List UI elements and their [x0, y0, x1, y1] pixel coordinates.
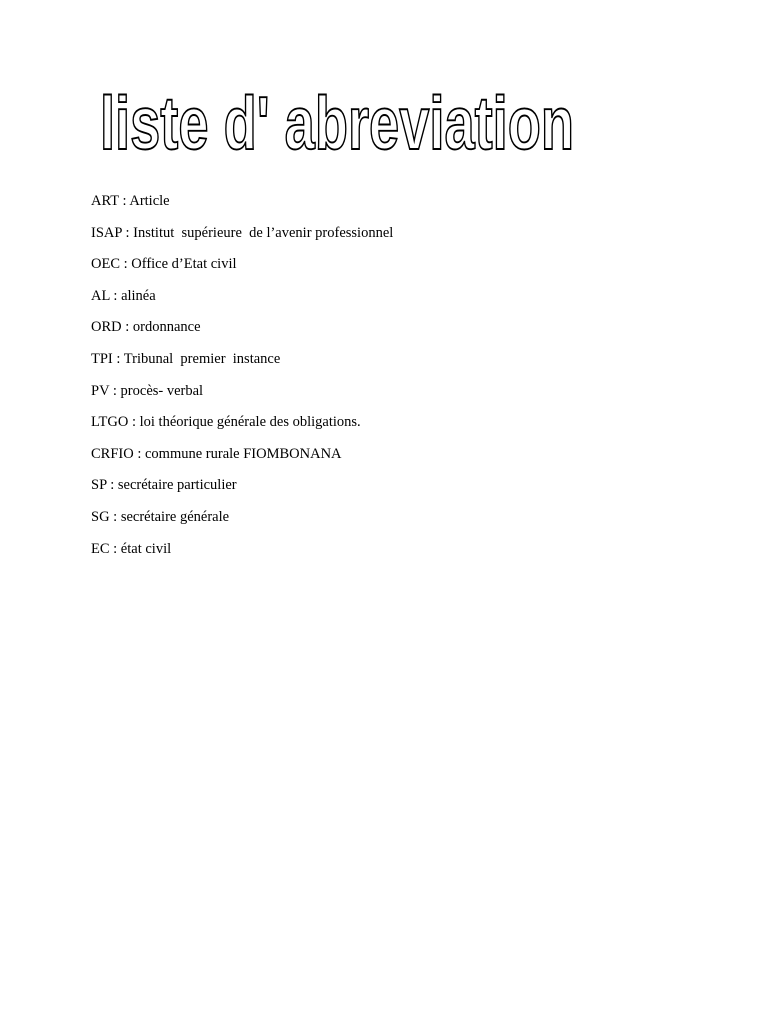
abbreviation-item-ec: EC : état civil [91, 540, 172, 557]
abbreviation-item-ltgo: LTGO : loi théorique générale des obligations. [91, 414, 361, 431]
abbreviation-item-isap: ISAP : Institut supérieure de l’avenir professionnel [91, 224, 394, 241]
abbreviation-item-art: ART : Article [91, 193, 170, 209]
title-wordart-text: liste d' abreviation [100, 80, 574, 165]
document-title [98, 78, 578, 165]
abbreviation-item-oec: OEC : Office d’Etat civil [91, 256, 237, 273]
abbreviation-item-pv: PV : procès- verbal [91, 382, 204, 399]
abbreviation-item-sp: SP : secrétaire particulier [91, 477, 237, 494]
abbreviation-item-crfio: CRFIO : commune rurale FIOMBONANA [91, 445, 342, 462]
abbreviation-item-ord: ORD : ordonnance [91, 319, 201, 336]
abbreviation-item-tpi: TPI : Tribunal premier instance [91, 350, 281, 367]
abbreviation-list [91, 193, 393, 572]
abbreviation-item-sg: SG : secrétaire générale [91, 508, 230, 525]
title-wordart [98, 78, 578, 165]
abbreviation-item-al: AL : alinéa [91, 287, 156, 304]
